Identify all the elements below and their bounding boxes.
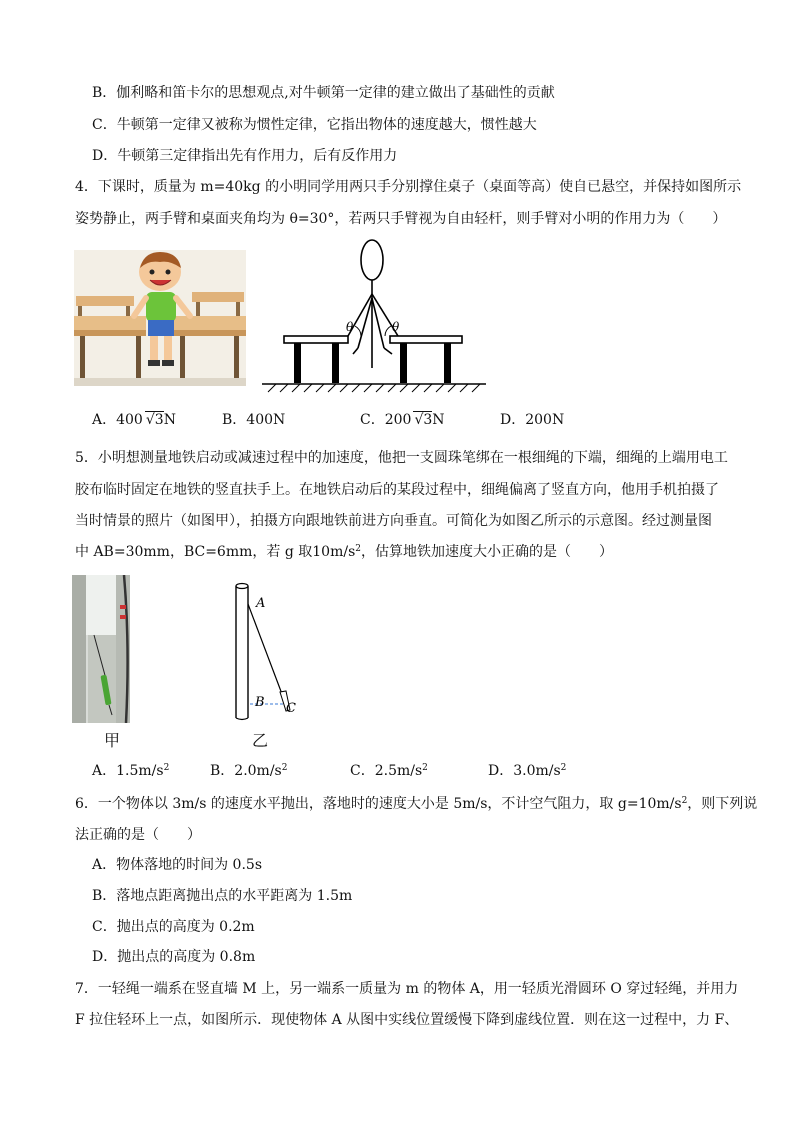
q5-stem-line4: 中 AB=30mm，BC=6mm，若 g 取$10m/s^2$，估算地铁加速度大小正确的是（ ） [75,544,613,560]
q7-stem-line2: F 拉住轻环上一点，如图所示．现使物体 A 从图中实线位置缓慢下降到虚线位置．则在这一过程中，力 F、 [75,1012,739,1028]
q4-option-a: A．400 √3N [92,412,176,428]
theta-left-label: θ [346,320,354,334]
q5-option-d: D．$3.0m/s^2$ [488,763,567,779]
q4-option-c: C．200 √3N [360,412,445,428]
q4-stem-line2: 姿势静止，两手臂和桌面夹角均为 θ=30°，若两只手臂视为自由轻杆，则手臂对小明的作用力为（ ） [75,211,727,227]
q5-caption-jia: 甲 [104,731,121,750]
q5-schematic-diagram [228,578,308,724]
q6-option-a: A．物体落地的时间为 0.5s [92,857,263,873]
q4-force-diagram [258,236,490,396]
theta-right-label: θ [392,320,400,334]
q5-photo-image [72,575,130,723]
point-b-label: B [255,695,265,710]
point-a-label: A [256,596,266,611]
option-c-prev: C．牛顿第一定律又被称为惯性定律，它指出物体的速度越大，惯性越大 [92,117,537,133]
q6-option-c: C．抛出点的高度为 0.2m [92,919,255,935]
option-d-prev: D．牛顿第三定律指出先有作用力，后有反作用力 [92,148,398,164]
q5-stem-line2: 胶布临时固定在地铁的竖直扶手上。在地铁启动后的某段过程中，细绳偏离了竖直方向，他用手机拍摄了 [75,482,719,498]
q4-option-d: D．200N [500,412,565,428]
q6-option-d: D．抛出点的高度为 0.8m [92,949,256,965]
q4-option-b: B．400N [222,412,286,428]
q5-option-c: C．$2.5m/s^2$ [350,763,428,779]
q5-option-a: A．$1.5m/s^2$ [92,763,170,779]
option-b-prev: B．伽利略和笛卡尔的思想观点,对牛顿第一定律的建立做出了基础性的贡献 [92,85,555,101]
q5-stem-line1: 5．小明想测量地铁启动或减速过程中的加速度，他把一支圆珠笔绑在一根细绳的下端，细绳的上端用电工 [75,450,728,466]
q4-options [92,411,564,429]
q5-options [92,762,566,780]
q6-option-b: B．落地点距离抛出点的水平距离为 1.5m [92,888,353,904]
q6-stem-line2: 法正确的是（ ） [75,827,201,843]
q7-stem-line1: 7．一轻绳一端系在竖直墙 M 上，另一端系一质量为 m 的物体 A，用一轻质光滑圆环 O 穿过轻绳，并用力 [75,981,739,997]
q4-stem-line1: 4．下课时，质量为 m=40kg 的小明同学用两只手分别撑住桌子（桌面等高）使自已悬空，并保持如图所示 [75,179,742,195]
q5-caption-yi: 乙 [252,731,269,750]
q5-stem-line3: 当时情景的照片（如图甲），拍摄方向跟地铁前进方向垂直。可简化为如图乙所示的示意图。经过测量图 [75,513,712,529]
q4-cartoon-image [74,250,246,386]
q6-stem-line1: 6．一个物体以 3m/s 的速度水平抛出，落地时的速度大小是 5m/s，不计空气阻力，取 $g=10m/s^2$，则下列说 [75,796,758,812]
point-c-label: C [286,701,296,716]
q5-option-b: B．$2.0m/s^2$ [210,763,288,779]
